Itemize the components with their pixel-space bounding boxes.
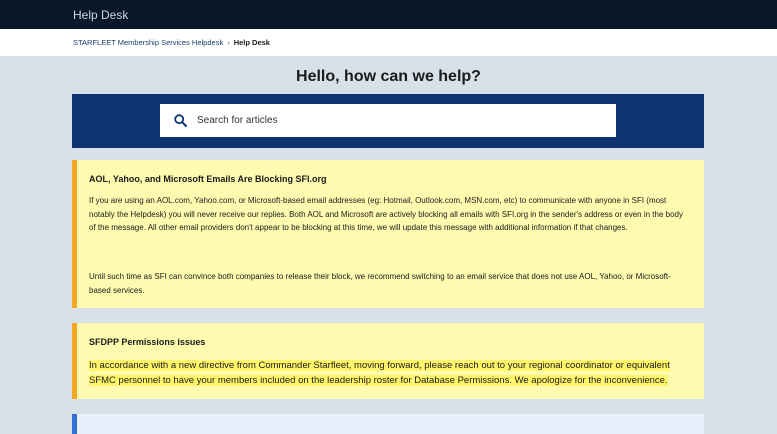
page-title: Hello, how can we help? bbox=[296, 68, 481, 85]
search-input[interactable] bbox=[195, 114, 579, 127]
notice-title: SFDPP Permissions issues bbox=[89, 337, 206, 347]
breadcrumb bbox=[0, 29, 777, 56]
search-banner bbox=[72, 94, 704, 148]
notice-paragraph: If you are using an AOL.com, Yahoo.com, or Microsoft-based email addresses (eg: Hotmail, Outlook.com, MSN.com, etc) to communicate with anyone in SFI (most notably the Helpdesk) you will never receive our replies. Both AOL and Microsoft are actively blocking all emails with SFI.org in the sender's address or even in the body of the message. All other email providers don't appear to be blocking at this time, we will update this message with additional information if that changes. bbox=[89, 196, 683, 232]
notice-email-blocking bbox=[72, 160, 704, 308]
top-navbar bbox=[0, 0, 777, 29]
breadcrumb-current: Help Desk bbox=[233, 38, 270, 47]
breadcrumb-link-helpdesk-home[interactable]: STARFLEET Membership Services Helpdesk bbox=[73, 38, 224, 47]
notice-paragraph: Until such time as SFI can convince both companies to release their block, we recommend switching to an email service that does not use AOL, Yahoo, or Microsoft-based services. bbox=[89, 272, 671, 295]
chevron-right-icon: › bbox=[227, 38, 230, 47]
search-icon bbox=[174, 114, 187, 127]
notice-paragraph bbox=[89, 358, 690, 388]
site-title-link[interactable]: Help Desk bbox=[73, 7, 129, 22]
notice-partial-next bbox=[72, 414, 704, 434]
search-box[interactable] bbox=[160, 104, 616, 137]
highlighted-text: In accordance with a new directive from Commander Starfleet, moving forward, please reach out to your regional coordinator or equivalent SFMC personnel to have your members included on the leadership roster for Database Permissions. We apologize for the inconvenience. bbox=[89, 360, 670, 386]
notice-title: AOL, Yahoo, and Microsoft Emails Are Blocking SFI.org bbox=[89, 174, 327, 184]
notice-sfdpp-permissions bbox=[72, 323, 704, 399]
